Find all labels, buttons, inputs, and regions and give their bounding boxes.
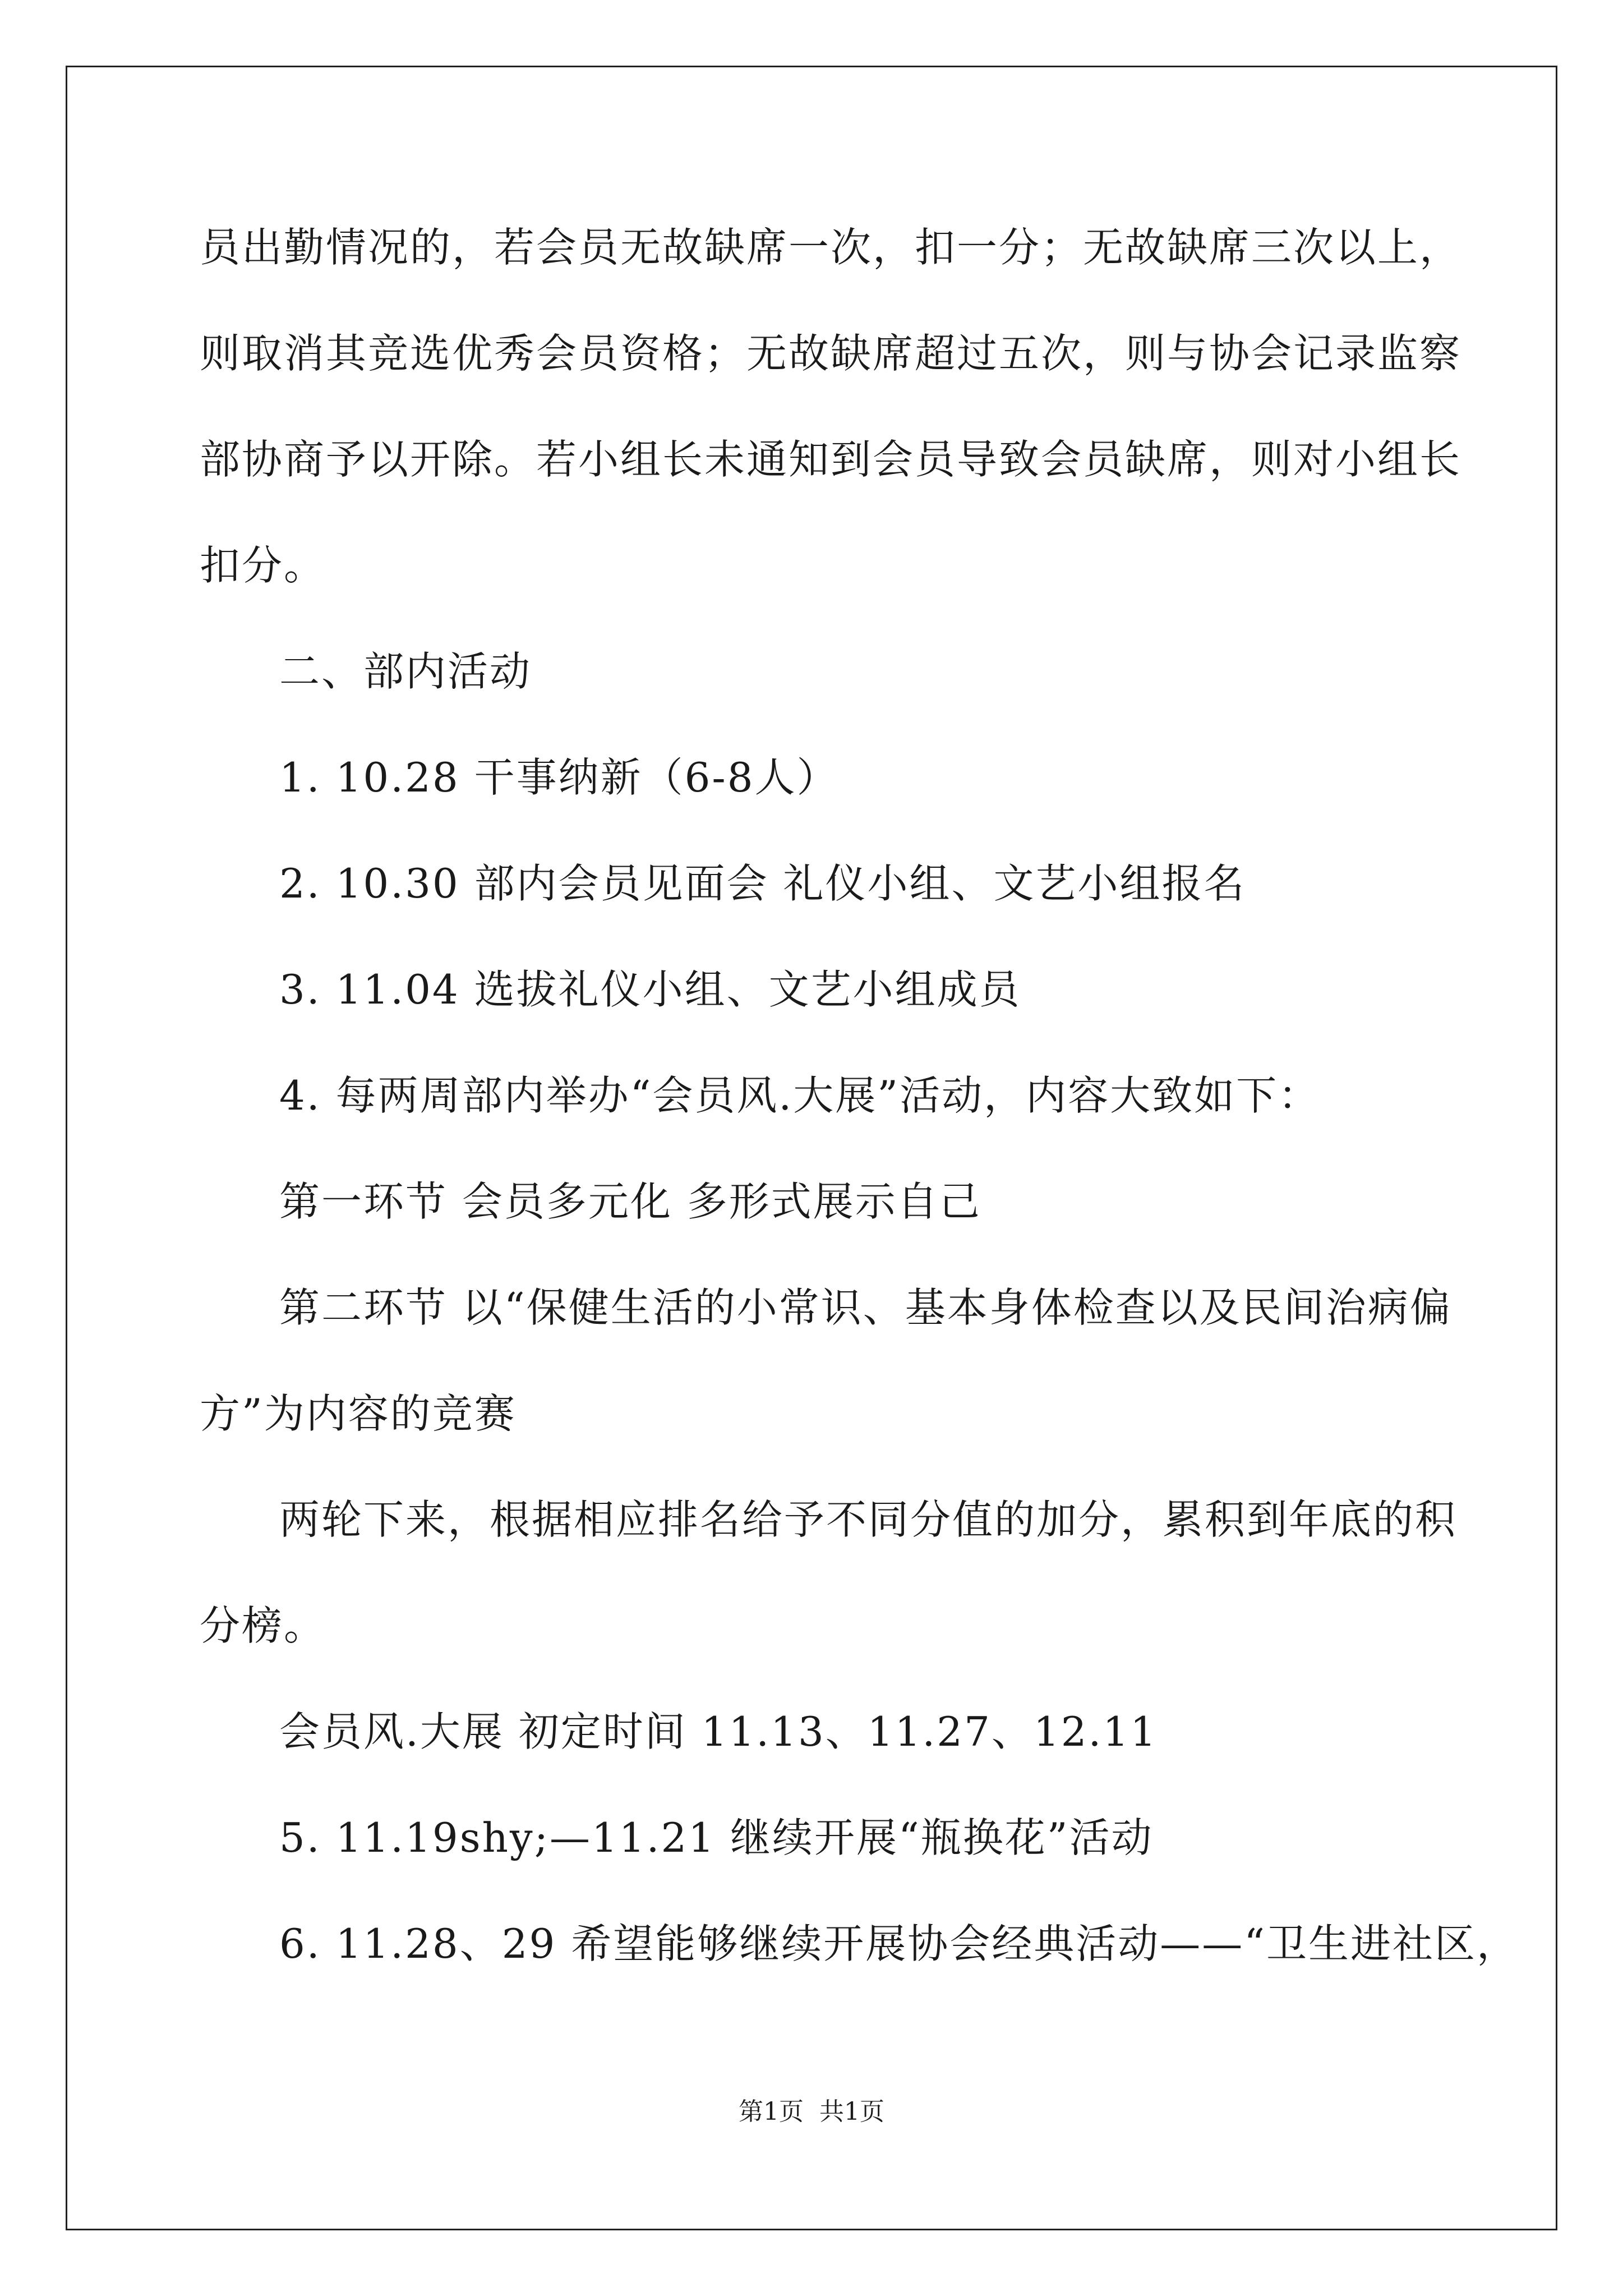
list-item: 5. 11.19shy;—11.21 继续开展“瓶换花”活动	[279, 1814, 1154, 1861]
text-line: 员出勤情况的，若会员无故缺席一次，扣一分；无故缺席三次以上，	[200, 224, 1462, 271]
text-line: 会员风.大展 初定时间 11.13、11.27、12.11	[279, 1708, 1158, 1755]
text-line: 第二环节 以“保健生活的小常识、基本身体检查以及民间治病偏	[279, 1284, 1452, 1331]
list-item: 1. 10.28 干事纳新（6-8人）	[279, 754, 839, 801]
page-border	[66, 66, 1557, 2230]
section-heading: 二、部内活动	[279, 648, 532, 695]
page-footer: 第1页 共1页	[739, 2097, 884, 2126]
list-item: 3. 11.04 选拔礼仪小组、文艺小组成员	[279, 966, 1021, 1013]
text-line: 则取消其竞选优秀会员资格；无故缺席超过五次，则与协会记录监察	[200, 330, 1462, 377]
list-item: 4. 每两周部内举办“会员风.大展”活动，内容大致如下：	[279, 1072, 1321, 1119]
list-item: 2. 10.30 部内会员见面会 礼仪小组、文艺小组报名	[279, 860, 1246, 907]
text-line: 第一环节 会员多元化 多形式展示自己	[279, 1178, 981, 1225]
text-line: 分榜。	[200, 1602, 326, 1649]
list-item: 6. 11.28、29 希望能够继续开展协会经典活动——“卫生进社区，	[279, 1920, 1519, 1967]
text-line: 方”为内容的竞赛	[200, 1390, 517, 1437]
text-line: 部协商予以开除。若小组长未通知到会员导致会员缺席，则对小组长	[200, 436, 1462, 483]
text-line: 扣分。	[200, 542, 326, 589]
text-line: 两轮下来，根据相应排名给予不同分值的加分，累积到年底的积	[279, 1496, 1458, 1543]
